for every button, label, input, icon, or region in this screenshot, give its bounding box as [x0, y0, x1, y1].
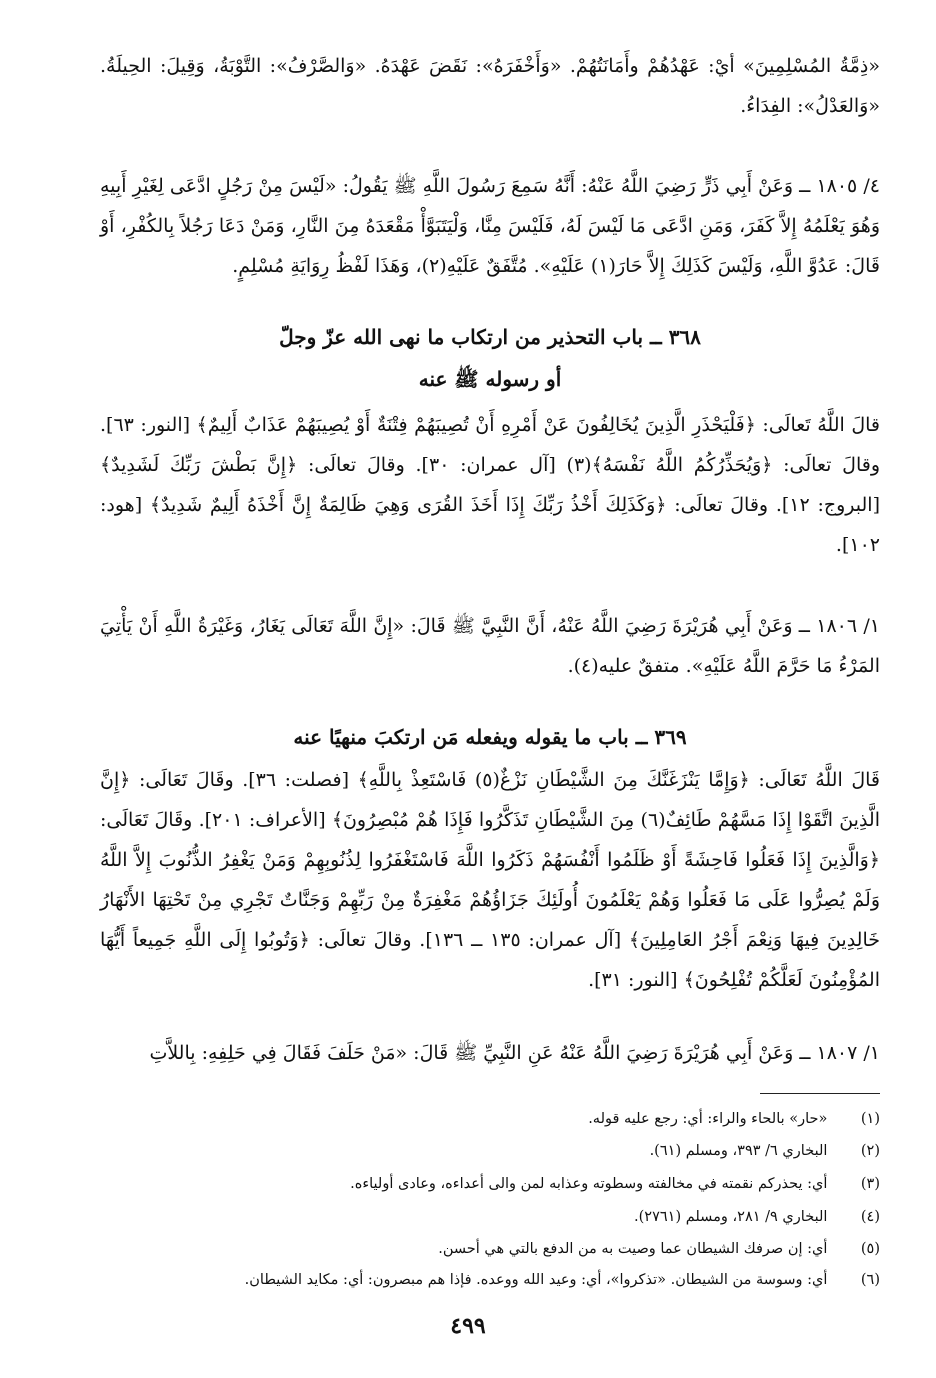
chapter-368-title-line2: أو رسوله ﷺ عنه	[418, 367, 562, 391]
footnote-number: (١)	[860, 1111, 880, 1127]
footnote-1	[100, 1106, 880, 1133]
hadith-1806: ١/ ١٨٠٦ ــ وَعَنْ أَبِي هُرَيْرَةَ رَضِيَ اللَّهُ عَنْهُ، أَنَّ النَّبِيَّ ﷺ قَالَ: «إِنَّ اللَّهَ تَعَالَى يَغَارُ، وَغَيْرَةُ اللَّهِ أَنْ يَأْتِيَ المَرْءُ مَا حَرَّمَ اللَّهُ عَلَيْهِ». متفقٌ عليه(٤).	[100, 615, 880, 677]
footnote-text: أي: إن صرفك الشيطان عما وصيت به من الدفع بالتي هي أحسن.	[438, 1241, 828, 1257]
footnote-4	[100, 1204, 880, 1231]
page-number: ٤٩٩	[450, 1313, 486, 1339]
hadith-1805: ٤/ ١٨٠٥ ــ وَعَنْ أَبِي ذَرٍّ رَضِيَ اللَّهُ عَنْهُ: أَنَّهُ سَمِعَ رَسُولَ اللَّهِ ﷺ يَقُولُ: «لَيْسَ مِنْ رَجُلٍ ادَّعَى لِغَيْرِ أَبِيهِ وَهُوَ يَعْلَمُهُ إِلاَّ كَفَرَ، وَمَنِ ادَّعَى مَا لَيْسَ لَهُ، فَلَيْسَ مِنَّا، وَلْيَتَبَوَّأْ مَقْعَدَهُ مِنَ النَّارِ، وَمَنْ دَعَا رَجُلاً بِالكُفْرِ، أَوْ قَالَ: عَدُوَّ اللَّهِ، وَلَيْسَ كَذَلِكَ إِلاَّ حَارَ(١) عَلَيْهِ». مُتَّفَقٌ عَلَيْهِ(٢)، وَهَذَا لَفْظُ رِوَايَةِ مُسْلِمٍ.	[100, 175, 880, 277]
footnote-number: (٢)	[860, 1143, 880, 1159]
intro-glossary: «ذِمَّةُ المُسْلِمِينَ» أيْ: عَهْدُهُمْ وأَمَانَتُهُمْ. «وَأَخْفَرَهُ»: نَقَضَ عَهْدَهُ. «وَالصَّرْفُ»: التَّوْبَةُ، وَقِيلَ: الحِيلَةُ. «وَالعَدْلُ»: الفِدَاءُ.	[100, 55, 880, 117]
footnote-2	[100, 1138, 880, 1165]
footnote-text: أي: يحذركم نقمته في مخالفته وسطوته وعذابه لمن والى أعداءه، وعادى أولياءه.	[350, 1176, 828, 1192]
chapter-369-title: ٣٦٩ ــ باب ما يقوله ويفعله مَن ارتكبَ منهيًا عنه	[293, 725, 687, 749]
chapter-369-body: قَالَ اللَّهُ تَعَالَى: ﴿وَإِمَّا يَنْزَغَنَّكَ مِنَ الشَّيْطَانِ نَزْغٌ(٥) فَاسْتَعِذْ بِاللَّهِ﴾ [فصلت: ٣٦]. وقَالَ تَعَالَى: ﴿إِنَّ الَّذِينَ اتَّقَوْا إِذَا مَسَّهُمْ طَائِفٌ(٦) مِنَ الشَّيْطَانِ تَذَكَّرُوا فَإِذَا هُمْ مُبْصِرُونَ﴾ [الأعراف: ٢٠١]. وقَالَ تَعَالَى: ﴿وَالَّذِينَ إِذَا فَعَلُوا فَاحِشَةً أَوْ ظَلَمُوا أَنْفُسَهُمْ ذَكَرُوا اللَّهَ فَاسْتَغْفَرُوا لِذُنُوبِهِمْ وَمَنْ يَغْفِرُ الذُّنُوبَ إِلاَّ اللَّهُ وَلَمْ يُصِرُّوا عَلَى مَا فَعَلُوا وَهُمْ يَعْلَمُونَ أُولَئِكَ جَزَاؤُهُمْ مَغْفِرَةٌ مِنْ رَبِّهِمْ وَجَنَّاتٌ تَجْرِي مِنْ تَحْتِهَا الأَنْهَارُ خَالِدِينَ فِيهَا وَنِعْمَ أَجْرُ العَامِلِينَ﴾ [آل عمران: ١٣٥ ــ ١٣٦]. وقالَ تعالَى: ﴿وَتُوبُوا إِلَى اللَّهِ جَمِيعاً أَيُّهَا المُؤْمِنُونَ لَعَلَّكُمْ تُفْلِحُونَ﴾ [النور: ٣١].	[100, 769, 881, 991]
footnote-text: البخاري ٦/ ٣٩٣، ومسلم (٦١).	[649, 1143, 828, 1159]
hadith-1807: ١/ ١٨٠٧ ــ وَعَنْ أَبِي هُرَيْرَةَ رَضِيَ اللَّهُ عَنْهُ عَنِ النَّبِيِّ ﷺ قَالَ: «مَنْ حَلَفَ فَقَالَ فِي حَلِفِهِ: بِاللاَّتِ	[149, 1042, 880, 1064]
footnote-6	[100, 1267, 880, 1294]
chapter-368-title-line1: ٣٦٨ ــ باب التحذير من ارتكاب ما نهى الله عزّ وجلّ	[279, 325, 701, 349]
footnote-5	[100, 1236, 880, 1263]
footnote-number: (٥)	[860, 1241, 880, 1257]
footnote-text: أي: وسوسة من الشيطان. «تذكروا»، أي: وعيد الله ووعده. فإذا هم مبصرون: أي: مكايد الشيطان.	[244, 1272, 828, 1288]
footnote-number: (٤)	[860, 1209, 880, 1225]
footnote-text: البخاري ٩/ ٢٨١، ومسلم (٢٧٦١).	[634, 1209, 828, 1225]
footnote-number: (٣)	[860, 1176, 880, 1192]
chapter-368-body: قالَ اللَّهُ تَعالَى: ﴿فَلْيَحْذَرِ الَّذِينَ يُخَالِفُونَ عَنْ أَمْرِهِ أَنْ تُصِيبَهُمْ فِتْنَةٌ أَوْ يُصِيبَهُمْ عَذَابٌ أَلِيمٌ﴾ [النور: ٦٣]. وقالَ تعالَى: ﴿وَيُحَذِّرُكُمُ اللَّهُ نَفْسَهُ﴾(٣) [آل عمران: ٣٠]. وقالَ تعالَى: ﴿إِنَّ بَطْشَ رَبِّكَ لَشَدِيدٌ﴾ [البروج: ١٢]. وقالَ تعالَى: ﴿وَكَذَلِكَ أَخْذُ رَبِّكَ إِذَا أَخَذَ القُرَى وَهِيَ ظَالِمَةٌ إِنَّ أَخْذَهُ أَلِيمٌ شَدِيدٌ﴾ [هود: ١٠٢].	[100, 414, 881, 556]
footnote-divider	[760, 1093, 880, 1094]
footnote-text: «حار» بالحاء والراء: أي: رجع عليه قوله.	[588, 1111, 828, 1127]
footnote-3	[100, 1171, 880, 1198]
footnote-number: (٦)	[860, 1272, 880, 1288]
